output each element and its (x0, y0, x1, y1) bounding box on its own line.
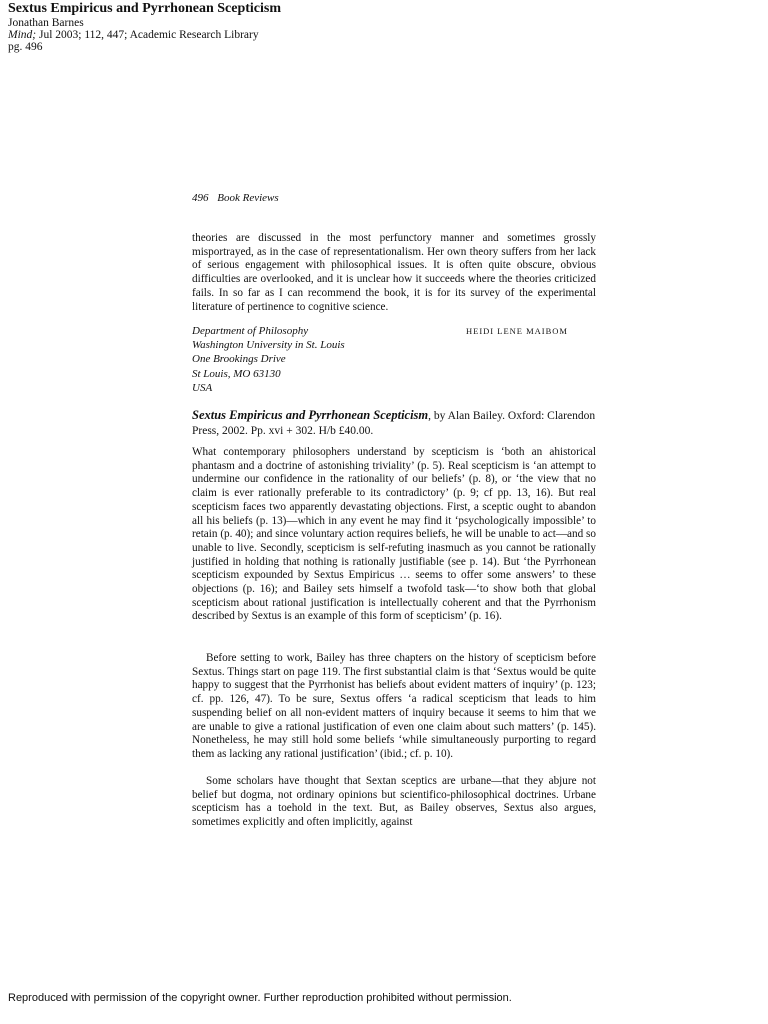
address-line: St Louis, MO 63130 (192, 367, 281, 380)
address-line: One Brookings Drive (192, 353, 286, 366)
citation-header (8, 1, 281, 53)
review-paragraph: Some scholars have thought that Sextan sceptics are urbane—that they abjure not belief but dogma, not ordinary opinions but scientifico-philosophical doctrines. Urbane scepticism has a toehold in the text. But, as Bailey observes, Sextus also argues, sometimes explicitly and often implicitly, against (192, 775, 596, 829)
article-source (8, 29, 281, 41)
section-name: Book Reviews (217, 192, 279, 204)
reviewer-name: HEIDI LENE MAIBOM (466, 326, 568, 336)
address-line: Department of Philosophy (192, 325, 309, 337)
running-head (192, 192, 279, 204)
article-title: Sextus Empiricus and Pyrrhonean Scepticism (8, 1, 282, 16)
article-author: Jonathan Barnes (8, 17, 84, 29)
previous-review-paragraph: theories are discussed in the most perfunctory manner and sometimes grossly misportrayed, as in the case of representationalism. Her own theory suffers from her lack of serious engagement with philosophical issues. It is often quite obscure, obvious difficulties are overlooked, and it is unclear how it succeeds where the theories criticized fails. In so far as I can recommend the book, it is for its survey of the experimental literature of pertinence to cognitive science. (192, 232, 596, 313)
reviewer-address (192, 324, 345, 395)
review-heading (192, 408, 596, 439)
page-number: 496 (192, 192, 209, 204)
address-line: Washington University in St. Louis (192, 339, 345, 352)
journal-details: Jul 2003; 112, 447; Academic Research Library (36, 29, 259, 41)
book-byline: , by Alan Bailey. Oxford: Clarendon Press, 2002. Pp. xvi + 302. H/b £40.00. (192, 410, 596, 437)
journal-name: Mind; (8, 29, 37, 41)
copyright-footer: Reproduced with permission of the copyright owner. Further reproduction prohibited without permission. (8, 992, 512, 1004)
review-paragraph: Before setting to work, Bailey has three chapters on the history of scepticism before Sextus. Things start on page 119. The first substantial claim is that ‘Sextus would be quite happy to suggest that the Pyrrhonist has beliefs about evident matters of inquiry’ (p. 123; cf. pp. 126, 47). To be sure, Sextus offers ‘a radical scepticism that leads to him suspending belief on all non-evident matters of inquiry because it seems to him that we are unable to give a rational justification of even one claim about such matters’ (p. 145). Nonetheless, he may still hold some beliefs ‘while simultaneously purporting to regard them as lacking any rational justification’ (ibid.; cf. p. 10). (192, 652, 596, 760)
address-line: USA (192, 381, 213, 394)
article-page: pg. 496 (8, 41, 43, 53)
book-title: Sextus Empiricus and Pyrrhonean Scepticism (192, 408, 429, 422)
review-paragraph: What contemporary philosophers understand by scepticism is ‘both an ahistorical phantasm and a doctrine of astonishing triviality’ (p. 5). Real scepticism is ‘an attempt to undermine our confidence in the rationality of our beliefs’ (p. 8), or ‘the view that no claim is ever rationally preferable to its contradictory’ (p. 9; cf pp. 13, 16). But real scepticism faces two apparently devastating objections. First, a sceptic ought to abandon all his beliefs (p. 13)—which in any event he may find it ‘psychologically impossible’ to retain (p. 40); and since voluntary action requires beliefs, he will be unable to act—and so unable to live. Secondly, scepticism is self-refuting inasmuch as you cannot be rationally justified in holding that nothing is rationally justifiable (see p. 14). But ‘the Pyrrhonean scepticism expounded by Sextus Empiricus … seems to offer some answers’ to these objections (p. 16); and Bailey sets himself a twofold task—‘to show both that global scepticism about rational justification is intellectually coherent and that the Pyrrhonism described by Sextus is an example of this form of scepticism’ (p. 16). (192, 446, 596, 623)
